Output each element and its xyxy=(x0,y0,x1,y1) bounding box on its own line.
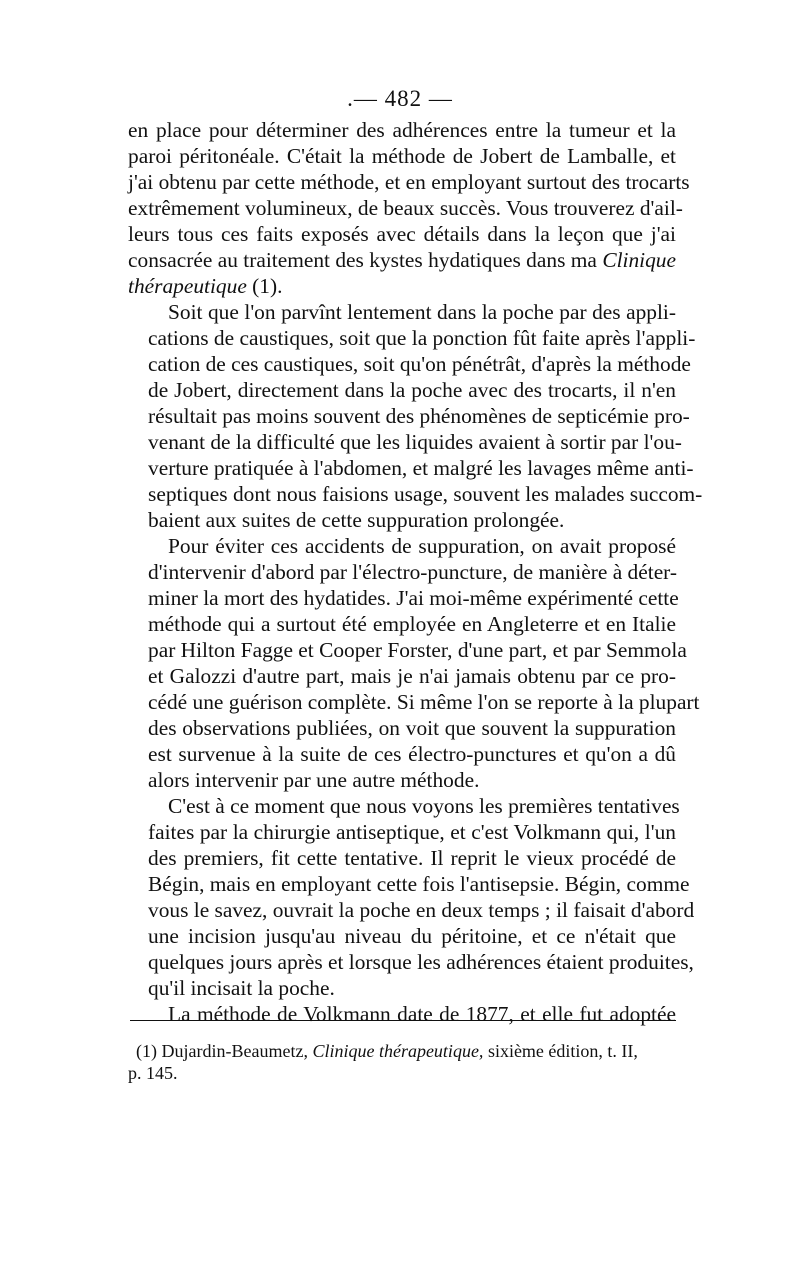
book-title-italic: thérapeutique xyxy=(128,274,247,298)
text-line: C'est à ce moment que nous voyons les premières tentatives xyxy=(168,794,680,818)
text-line: verture pratiquée à l'abdomen, et malgré les lavages même anti- xyxy=(148,456,694,480)
text-line: par Hilton Fagge et Cooper Forster, d'une part, et par Semmola xyxy=(148,638,687,662)
text-line-part: consacrée au traitement des kystes hydatiques dans ma xyxy=(128,248,597,272)
footnote-divider xyxy=(130,1020,676,1021)
page-number: .— 482 — xyxy=(347,86,453,111)
footnote-edition: sixième édition, t. II, xyxy=(487,1041,638,1061)
paragraph-3 xyxy=(128,533,700,793)
text-line-part: leurs tous ces faits exposés avec détails dans la leçon que j'ai xyxy=(128,222,676,246)
text-line: quelques jours après et lorsque les adhérences étaient produites, xyxy=(148,950,694,974)
text-line: cédé une guérison complète. Si même l'on se reporte à la plupart xyxy=(148,690,700,714)
text-line: de Jobert, directement dans la poche avec des trocarts, il n'en xyxy=(148,378,676,402)
text-line: méthode qui a surtout été employée en Angleterre et en Italie xyxy=(148,612,676,636)
text-line: qu'il incisait la poche. xyxy=(148,976,335,1000)
paragraph-5 xyxy=(128,1001,676,1027)
paragraph-4 xyxy=(128,793,695,1001)
text-line: miner la mort des hydatides. J'ai moi-même expérimenté cette xyxy=(148,586,679,610)
text-line: septiques dont nous faisions usage, souvent les malades succom- xyxy=(148,482,703,506)
text-line: paroi péritonéale. C'était la méthode de Jobert de Lamballe, et xyxy=(128,144,676,168)
text-line: baient aux suites de cette suppuration prolongée. xyxy=(148,508,565,532)
text-line: La méthode de Volkmann date de 1877, et elle fut adoptée xyxy=(168,1002,676,1026)
text-line: une incision jusqu'au niveau du péritoine, et ce n'était que xyxy=(148,924,676,948)
body-text xyxy=(128,117,703,1027)
text-line: Bégin, mais en employant cette fois l'antisepsie. Bégin, comme xyxy=(148,872,690,896)
footnote xyxy=(128,1040,676,1084)
text-line xyxy=(128,247,676,273)
footnote-author: Dujardin-Beaumetz, xyxy=(161,1041,308,1061)
text-line: en place pour déterminer des adhérences entre la tumeur et la xyxy=(128,118,676,142)
book-title-italic: Clinique xyxy=(602,248,676,272)
text-line: d'intervenir d'abord par l'électro-puncture, de manière à déter- xyxy=(148,560,678,584)
text-line: thérapeutique (1). xyxy=(128,274,283,298)
text-line: des premiers, fit cette tentative. Il reprit le vieux procédé de xyxy=(148,846,676,870)
footnote-title: Clinique thérapeutique, xyxy=(312,1041,484,1061)
text-line: Pour éviter ces accidents de suppuration, on avait proposé xyxy=(168,534,676,558)
text-line: extrêmement volumineux, de beaux succès. Vous trouverez d'ail- xyxy=(128,196,683,220)
text-line: j'ai obtenu par cette méthode, et en employant surtout des trocarts xyxy=(128,170,690,194)
text-line: est survenue à la suite de ces électro-punctures et qu'on a dû xyxy=(148,742,676,766)
footnote-number: (1) xyxy=(136,1041,157,1061)
text-line: résultait pas moins souvent des phénomènes de septicémie pro- xyxy=(148,404,690,428)
text-line: vous le savez, ouvrait la poche en deux temps ; il faisait d'abord xyxy=(148,898,695,922)
paragraph-2 xyxy=(128,299,703,533)
text-line: cation de ces caustiques, soit qu'on pénétrât, d'après la méthode xyxy=(148,352,691,376)
footnote-page: p. 145. xyxy=(128,1063,178,1083)
text-line: et Galozzi d'autre part, mais je n'ai jamais obtenu par ce pro- xyxy=(148,664,676,688)
text-line: alors intervenir par une autre méthode. xyxy=(148,768,480,792)
text-line: cations de caustiques, soit que la ponction fût faite après l'appli- xyxy=(148,326,696,350)
text-line: faites par la chirurgie antiseptique, et c'est Volkmann qui, l'un xyxy=(148,820,676,844)
text-line: des observations publiées, on voit que souvent la suppuration xyxy=(148,716,676,740)
paragraph-1 xyxy=(128,117,690,299)
text-line xyxy=(128,221,676,247)
text-line: Soit que l'on parvînt lentement dans la poche par des appli- xyxy=(168,300,676,324)
text-line: venant de la difficulté que les liquides avaient à sortir par l'ou- xyxy=(148,430,682,454)
